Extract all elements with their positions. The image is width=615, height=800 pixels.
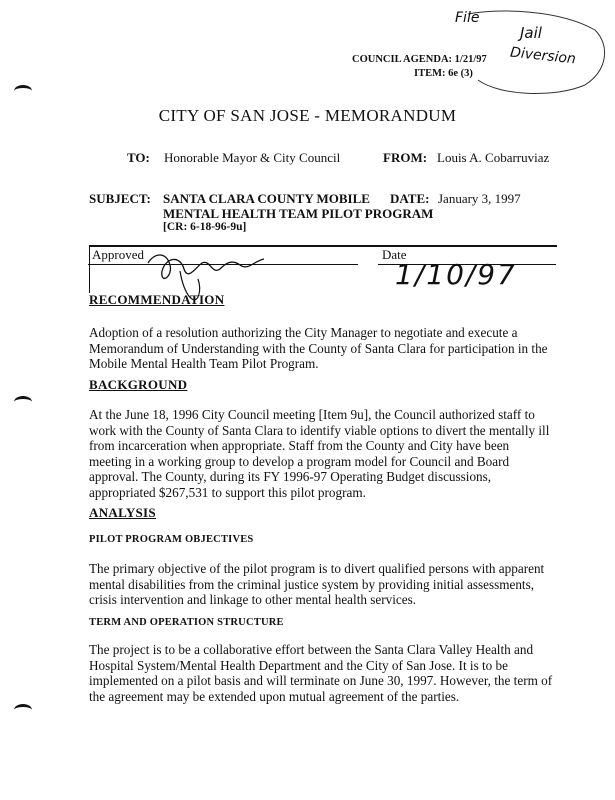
objectives-heading: PILOT PROGRAM OBJECTIVES [89, 534, 254, 545]
structure-heading: TERM AND OPERATION STRUCTURE [89, 617, 284, 628]
text-line: from incarceration when appropriate. Staff from the County and City have been [89, 438, 510, 454]
text-line: Mobile Mental Health Team Pilot Program. [89, 356, 319, 372]
to-label: TO: [127, 150, 150, 165]
text-line: The primary objective of the pilot program is to divert qualified persons with apparent [89, 561, 545, 576]
text-line: mental disabilities from the criminal justice system by providing initial assessments, [89, 576, 535, 592]
text-line: Memorandum of Understanding with the County of Santa Clara for participation in the [89, 340, 548, 356]
text-line: the agreement may be extended upon mutual agreement of the parties. [89, 688, 460, 704]
council-agenda: COUNCIL AGENDA: 1/21/97 [352, 54, 487, 65]
recommendation-heading: RECOMMENDATION [89, 292, 225, 307]
approval-date-label: Date [382, 247, 407, 262]
recommendation-text [89, 325, 548, 372]
text-line: Adoption of a resolution authorizing the City Manager to negotiate and execute a [89, 325, 518, 340]
structure-text [89, 642, 552, 704]
background-heading: BACKGROUND [89, 377, 188, 392]
page-title: CITY OF SAN JOSE - MEMORANDUM [158, 106, 457, 125]
text-line: approval. The County, during its FY 1996-97 Operating Budget discussions, [89, 469, 492, 485]
handwritten-date: 1/10/97 [395, 258, 517, 291]
background-text [89, 407, 549, 501]
agenda-item: ITEM: 6e (3) [414, 68, 473, 79]
file-note: File [455, 10, 480, 26]
from-label: FROM: [383, 150, 428, 165]
jail-note: Jail [520, 24, 542, 42]
subject-line-1: SANTA CLARA COUNTY MOBILE [163, 191, 370, 206]
subject-reference: [CR: 6-18-96-9u] [163, 221, 247, 233]
date-label: DATE: [390, 191, 430, 206]
objectives-text [89, 561, 544, 608]
date-value: January 3, 1997 [438, 191, 521, 206]
approved-label: Approved [92, 247, 144, 262]
text-line: The project is to be a collaborative effort between the Santa Clara Valley Health and [89, 642, 534, 657]
to-value: Honorable Mayor & City Council [164, 150, 341, 165]
diversion-note: Diversion [509, 44, 577, 68]
punch-mark [14, 704, 32, 716]
subject-line-2: MENTAL HEALTH TEAM PILOT PROGRAM [163, 206, 434, 221]
text-line: meeting in a working group to develop a program model for Council and Board [89, 453, 510, 469]
text-line: implemented on a pilot basis and will terminate on June 30, 1997. However, the term of [89, 673, 553, 689]
from-value: Louis A. Cobarruviaz [437, 150, 550, 165]
text-line: Hospital System/Mental Health Department and the City of San Jose. It is to be [89, 657, 508, 673]
analysis-heading: ANALYSIS [89, 505, 156, 520]
text-line: At the June 18, 1996 City Council meeting [Item 9u], the Council authorized staff to [89, 407, 535, 422]
text-line: crisis intervention and linkage to other mental health services. [89, 592, 417, 608]
text-line: appropriated $267,531 to support this pilot program. [89, 484, 366, 500]
subject-label: SUBJECT: [89, 191, 151, 206]
text-line: work with the County of Santa Clara to identify viable options to divert the mentally ill [89, 422, 550, 438]
punch-mark [14, 396, 32, 408]
punch-mark [14, 85, 32, 97]
